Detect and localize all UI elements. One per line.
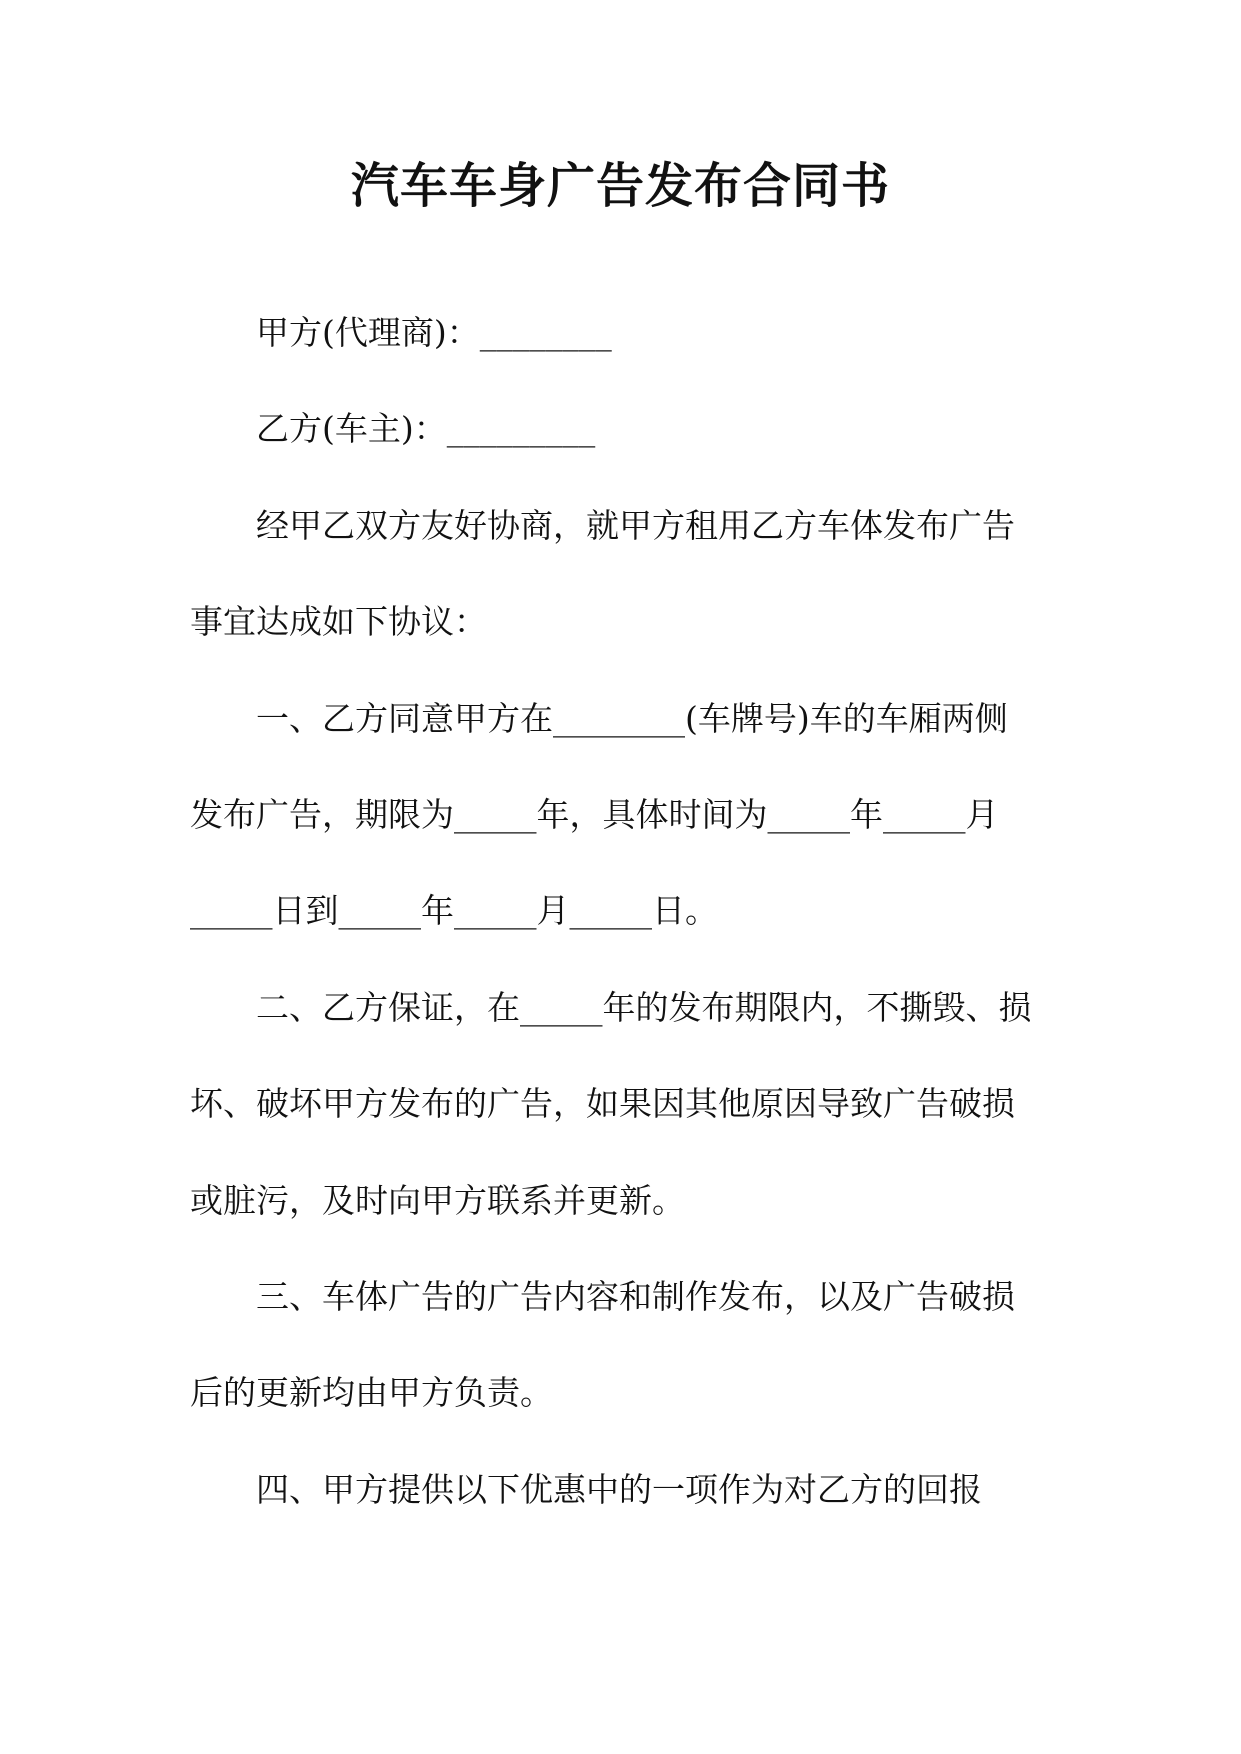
party-a-line: 甲方(代理商)：________	[256, 313, 612, 352]
clause-2-line-3: 或脏污，及时向甲方联系并更新。	[190, 1181, 685, 1220]
party-b-line: 乙方(车主)：_________	[256, 409, 596, 448]
clause-3-line-1: 三、车体广告的广告内容和制作发布，以及广告破损	[256, 1277, 1015, 1316]
document-title: 汽车车身广告发布合同书	[350, 158, 890, 214]
clause-1-line-2: 发布广告，期限为_____年，具体时间为_____年_____月	[190, 795, 999, 834]
clause-2-line-1: 二、乙方保证，在_____年的发布期限内，不撕毁、损	[256, 988, 1032, 1027]
clause-3-line-2: 后的更新均由甲方负责。	[190, 1373, 553, 1412]
clause-4-line-1: 四、甲方提供以下优惠中的一项作为对乙方的回报	[256, 1470, 982, 1509]
clause-2-line-2: 坏、破坏甲方发布的广告，如果因其他原因导致广告破损	[190, 1084, 1015, 1123]
clause-1-line-3: _____日到_____年_____月_____日。	[190, 891, 718, 930]
preamble-line-1: 经甲乙双方友好协商，就甲方租用乙方车体发布广告	[256, 506, 1015, 545]
clause-1-line-1: 一、乙方同意甲方在________(车牌号)车的车厢两侧	[256, 699, 1008, 738]
preamble-line-2: 事宜达成如下协议：	[190, 602, 487, 641]
